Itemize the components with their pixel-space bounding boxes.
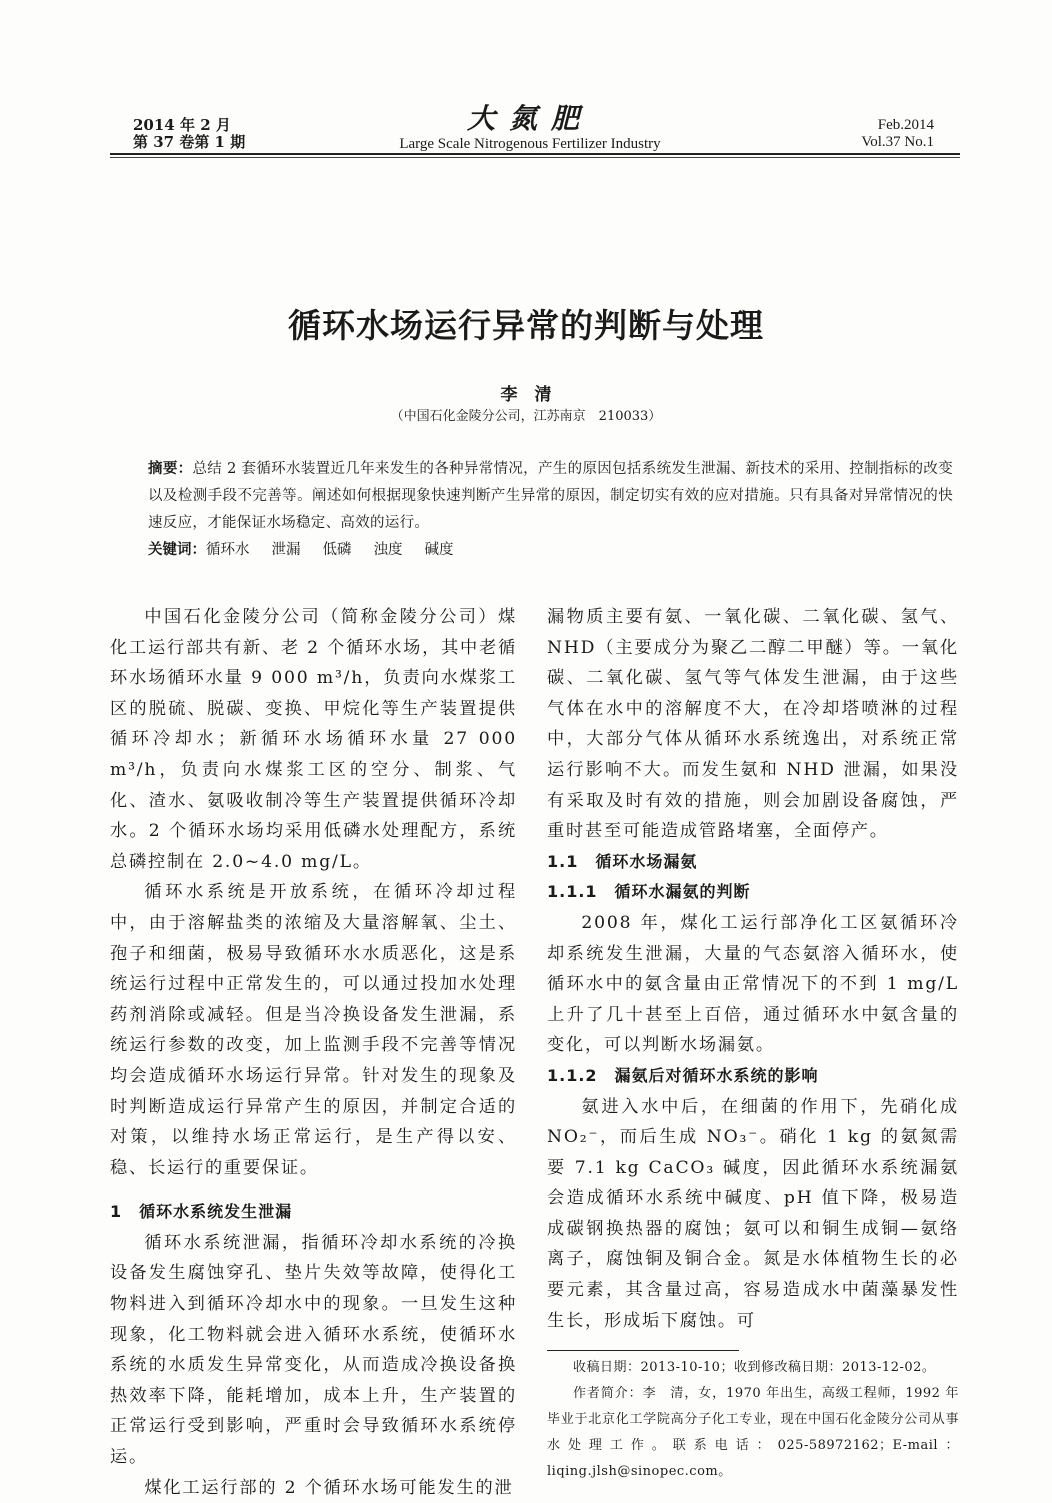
paper-title: 循环水场运行异常的判断与处理	[288, 306, 764, 345]
subsection-heading: 1.1 循环水场漏氨	[547, 851, 698, 871]
issue-date	[133, 117, 245, 151]
paragraph: 循环水系统是开放系统，在循环冷却过程中，由于溶解盐类的浓缩及大量溶解氧、尘土、孢子和细菌，极易导致循环水水质恶化，这是系统运行过程中正常发生的，可以通过投加水处理药剂消除或减轻。但是当冷换设备发生泄漏，系统运行参数的改变，加上监测手段不完善等情况均会造成循环水场运行异常。针对发生的现象及时判断造成运行异常产生的原因，并制定合适的对策，以维持水场正常运行，是生产得以安、稳、长运行的重要保证。	[110, 882, 517, 1178]
author: 李 清	[500, 385, 552, 405]
journal-logo: 大氮肥	[466, 102, 593, 135]
body-column-right	[547, 602, 959, 1485]
volume-issue-en: Vol.37 No.1	[861, 134, 934, 150]
footnote	[547, 1355, 959, 1485]
paragraph: 循环水系统泄漏，指循环冷却水系统的冷换设备发生腐蚀穿孔、垫片失效等故障，使得化工物料进入到循环冷却水中的现象。一旦发生这种现象，化工物料就会进入循环水系统，使循环水系统的水质发生异常变化，从而造成冷换设备换热效率下降，能耗增加，成本上升，生产装置的正常运行受到影响，严重时会导致循环水系统停运。	[110, 1232, 517, 1468]
paragraph: 煤化工运行部的 2 个循环水场可能发生的泄	[144, 1477, 514, 1498]
affiliation: （中国石化金陵分公司，江苏南京 210033）	[390, 409, 662, 424]
abstract-block	[148, 456, 953, 564]
received-date: 收稿日期：2013-10-10；收到修改稿日期：2013-12-02。	[573, 1360, 936, 1376]
abstract-text: 总结 2 套循环水装置近几年来发生的各种异常情况，产生的原因包括系统发生泄漏、新技术的采用、控制指标的改变以及检测手段不完善等。阐述如何根据现象快速判断产生异常的原因，制定切实有效的应对措施。只有具备对异常情况的快速反应，才能保证水场稳定、高效的运行。	[148, 461, 954, 531]
keyword: 浊度	[373, 542, 403, 558]
footnote-rule	[547, 1350, 739, 1351]
volume-issue-cn: 第 37 卷第 1 期	[133, 133, 246, 151]
paragraph: 漏物质主要有氨、一氧化碳、二氧化碳、氢气、NHD（主要成分为聚乙二醇二甲醚）等。一氧化碳、二氧化碳、氢气等气体发生泄漏，由于这些气体在水中的溶解度不大，在冷却塔喷淋的过程中，大部分气体从循环水系统逸出，对系统正常运行影响不大。而发生氨和 NHD 泄漏，如果没有采取及时有效的措施，则会加剧设备腐蚀，严重时甚至可能造成管路堵塞，全面停产。	[547, 607, 959, 842]
subsubsection-heading: 1.1.2 漏氨后对循环水系统的影响	[547, 1065, 819, 1085]
keyword: 低磷	[322, 542, 352, 558]
paragraph: 2008 年，煤化工运行部净化工区氨循环冷却系统发生泄漏，大量的气态氨溶入循环水，使循环水中的氨含量由正常情况下的不到 1 mg/L 上升了几十甚至上百倍，通过循环水中氨含量的变化，可以判断水场漏氨。	[547, 912, 959, 1056]
header-rule	[110, 153, 960, 155]
header-rule-thin	[110, 157, 960, 158]
keywords-label: 关键词：	[148, 542, 206, 558]
issue-date-en: Feb.2014	[877, 117, 934, 133]
keyword: 循环水	[206, 542, 250, 558]
abstract-label: 摘要：	[148, 461, 193, 477]
journal-name-en: Large Scale Nitrogenous Fertilizer Industry	[399, 136, 661, 152]
section-heading: 1 循环水系统发生泄漏	[110, 1202, 293, 1222]
issue-date-cn: 2014 年 2 月	[133, 116, 231, 134]
subsubsection-heading: 1.1.1 循环水漏氨的判断	[547, 882, 751, 902]
paragraph: 氨进入水中后，在细菌的作用下，先硝化成 NO₂⁻，而后生成 NO₃⁻。硝化 1 kg 的氨氮需要 7.1 kg CaCO₃ 碱度，因此循环水系统漏氨会造成循环水系统中碱度、pH 值下降，极易造成碳钢换热器的腐蚀；氨可以和铜生成铜—氨络离子，腐蚀铜及铜合金。氮是水体植物生长的必要元素，其含量过高，容易造成水中菌藻暴发性生长，形成垢下腐蚀。可	[547, 1096, 959, 1331]
journal-masthead	[300, 102, 760, 152]
issue-info-en	[861, 117, 934, 151]
author-bio: 作者简介：李 清，女，1970 年出生，高级工程师，1992 年毕业于北京化工学院高分子化工专业，现在中国石化金陵分公司从事水处理工作。联系电话：025-58972162；E-mail：liqing.jlsh@sinopec.com。	[547, 1386, 959, 1480]
body-column-left	[110, 602, 517, 1503]
abstract	[148, 456, 953, 537]
keyword: 碱度	[424, 542, 454, 558]
keyword: 泄漏	[271, 542, 301, 558]
keywords	[148, 537, 953, 564]
paragraph: 中国石化金陵分公司（简称金陵分公司）煤化工运行部共有新、老 2 个循环水场，其中老循环水场循环水量 9 000 m³/h，负责向水煤浆工区的脱硫、脱碳、变换、甲烷化等生产装置提供循环冷却水；新循环水场循环水量 27 000 m³/h，负责向水煤浆工区的空分、制浆、气化、渣水、氨吸收制冷等生产装置提供循环冷却水。2 个循环水场均采用低磷水处理配方，系统总磷控制在 2.0~4.0 mg/L。	[110, 607, 518, 872]
